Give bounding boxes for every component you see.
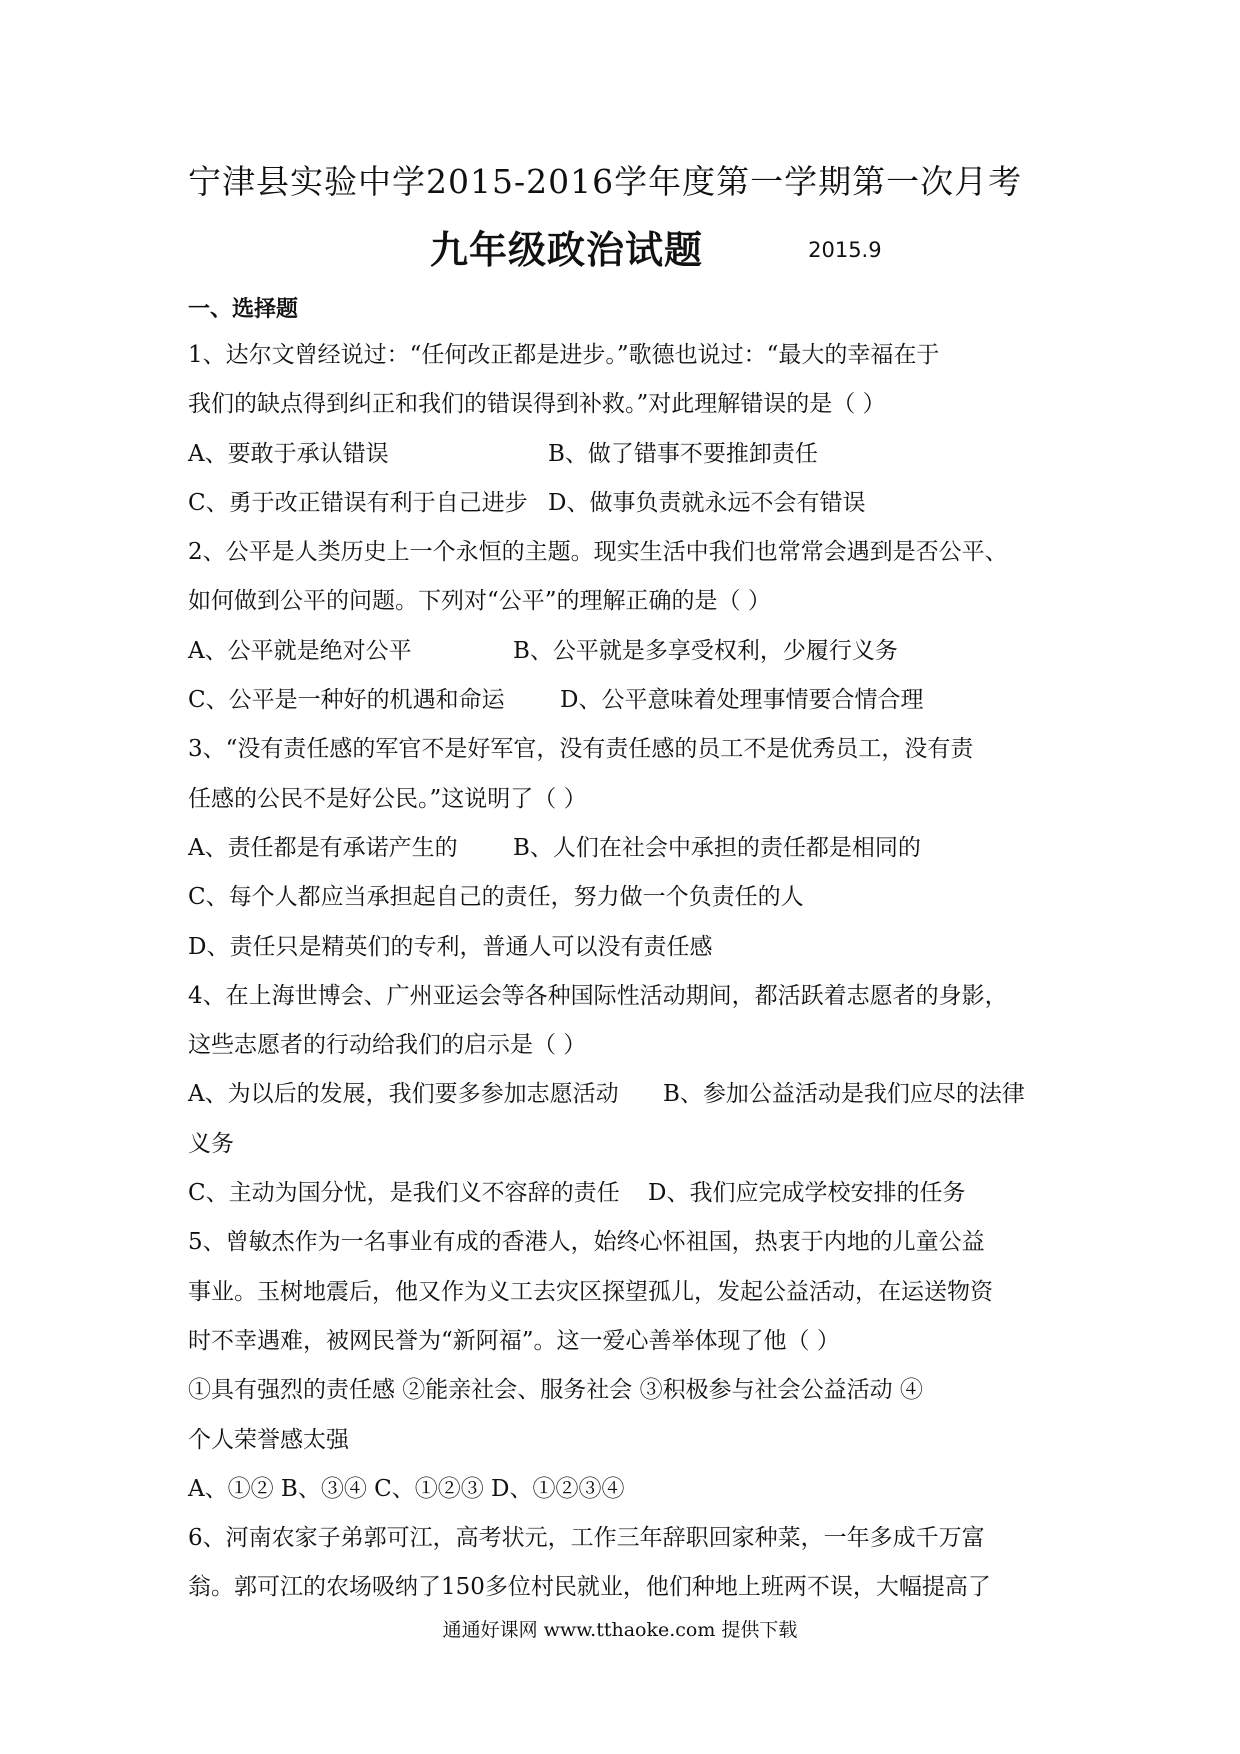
question-body	[188, 331, 1062, 1613]
answer-options-line	[188, 824, 1062, 873]
question-text-line: ①具有强烈的责任感 ②能亲社会、服务社会 ③积极参与社会公益活动 ④	[188, 1377, 923, 1404]
answer-options-line	[188, 1070, 1062, 1119]
question-text-line: 6、河南农家子弟郭可江，高考状元，工作三年辞职回家种菜，一年多成千万富	[188, 1525, 985, 1552]
exam-date: 2015.9	[808, 238, 882, 262]
question-text-line: 5、曾敏杰作为一名事业有成的香港人，始终心怀祖国，热衷于内地的儿童公益	[188, 1229, 985, 1256]
answer-option: C、勇于改正错误有利于自己进步	[188, 489, 528, 516]
question-text-line: 这些志愿者的行动给我们的启示是（ ）	[188, 1032, 587, 1059]
question-text-line: 任感的公民不是好公民。”这说明了（ ）	[188, 785, 587, 812]
answer-option: A、责任都是有承诺产生的	[188, 834, 458, 861]
question-text-line: 我们的缺点得到纠正和我们的错误得到补救。”对此理解错误的是（ ）	[188, 391, 886, 418]
answer-option: B、参加公益活动是我们应尽的法律	[663, 1081, 1025, 1108]
school-exam-title: 宁津县实验中学2015-2016学年度第一学期第一次月考	[188, 162, 1023, 201]
question-text-line: 如何做到公平的问题。下列对“公平”的理解正确的是（ ）	[188, 588, 771, 615]
question-text-line: 2、公平是人类历史上一个永恒的主题。现实生活中我们也常常会遇到是否公平、	[188, 539, 1008, 566]
answer-options-line	[188, 676, 1062, 725]
answer-option: D、公平意味着处理事情要合情合理	[560, 687, 924, 714]
question-text-line: 4、在上海世博会、广州亚运会等各种国际性活动期间，都活跃着志愿者的身影，	[188, 982, 1008, 1009]
question-text-line: 时不幸遇难，被网民誉为“新阿福”。这一爱心善举体现了他（ ）	[188, 1327, 840, 1354]
answer-option: B、做了错事不要推卸责任	[548, 440, 818, 467]
question-text-line: 义务	[188, 1130, 234, 1157]
section-heading: 一、选择题	[188, 297, 299, 322]
answer-option: D、我们应完成学校安排的任务	[648, 1180, 966, 1207]
answer-option: B、公平就是多享受权利，少履行义务	[513, 637, 898, 664]
answer-option: C、公平是一种好的机遇和命运	[188, 687, 505, 714]
answer-option: D、做事负责就永远不会有错误	[548, 489, 866, 516]
exam-title-row	[430, 222, 990, 278]
question-text-line: A、①② B、③④ C、①②③ D、①②③④	[188, 1475, 625, 1502]
answer-options-line	[188, 627, 1062, 676]
answer-options-line	[188, 479, 1062, 528]
answer-option: A、要敢于承认错误	[188, 440, 389, 467]
question-text-line: 事业。玉树地震后，他又作为义工去灾区探望孤儿，发起公益活动，在运送物资	[188, 1278, 993, 1305]
answer-options-line	[188, 430, 1062, 479]
answer-option: A、公平就是绝对公平	[188, 637, 412, 664]
question-text-line: 3、“没有责任感的军官不是好军官，没有责任感的员工不是优秀员工，没有责	[188, 736, 974, 763]
answer-options-line	[188, 1169, 1062, 1218]
exam-subject-title: 九年级政治试题	[430, 228, 704, 272]
question-text-line: 个人荣誉感太强	[188, 1426, 349, 1453]
question-text-line: 1、达尔文曾经说过：“任何改正都是进步。”歌德也说过：“最大的幸福在于	[188, 342, 940, 368]
footer-credit: 通通好课网 www.tthaoke.com 提供下载	[442, 1619, 798, 1641]
answer-option: B、人们在社会中承担的责任都是相同的	[513, 834, 921, 861]
answer-option: C、主动为国分忧，是我们义不容辞的责任	[188, 1180, 620, 1207]
answer-option: A、为以后的发展，我们要多参加志愿活动	[188, 1081, 619, 1108]
question-text-line: D、责任只是精英们的专利，普通人可以没有责任感	[188, 933, 713, 960]
question-text-line: C、每个人都应当承担起自己的责任，努力做一个负责任的人	[188, 884, 804, 911]
question-text-line: 翁。郭可江的农场吸纳了150多位村民就业，他们种地上班两不误，大幅提高了	[188, 1574, 991, 1601]
